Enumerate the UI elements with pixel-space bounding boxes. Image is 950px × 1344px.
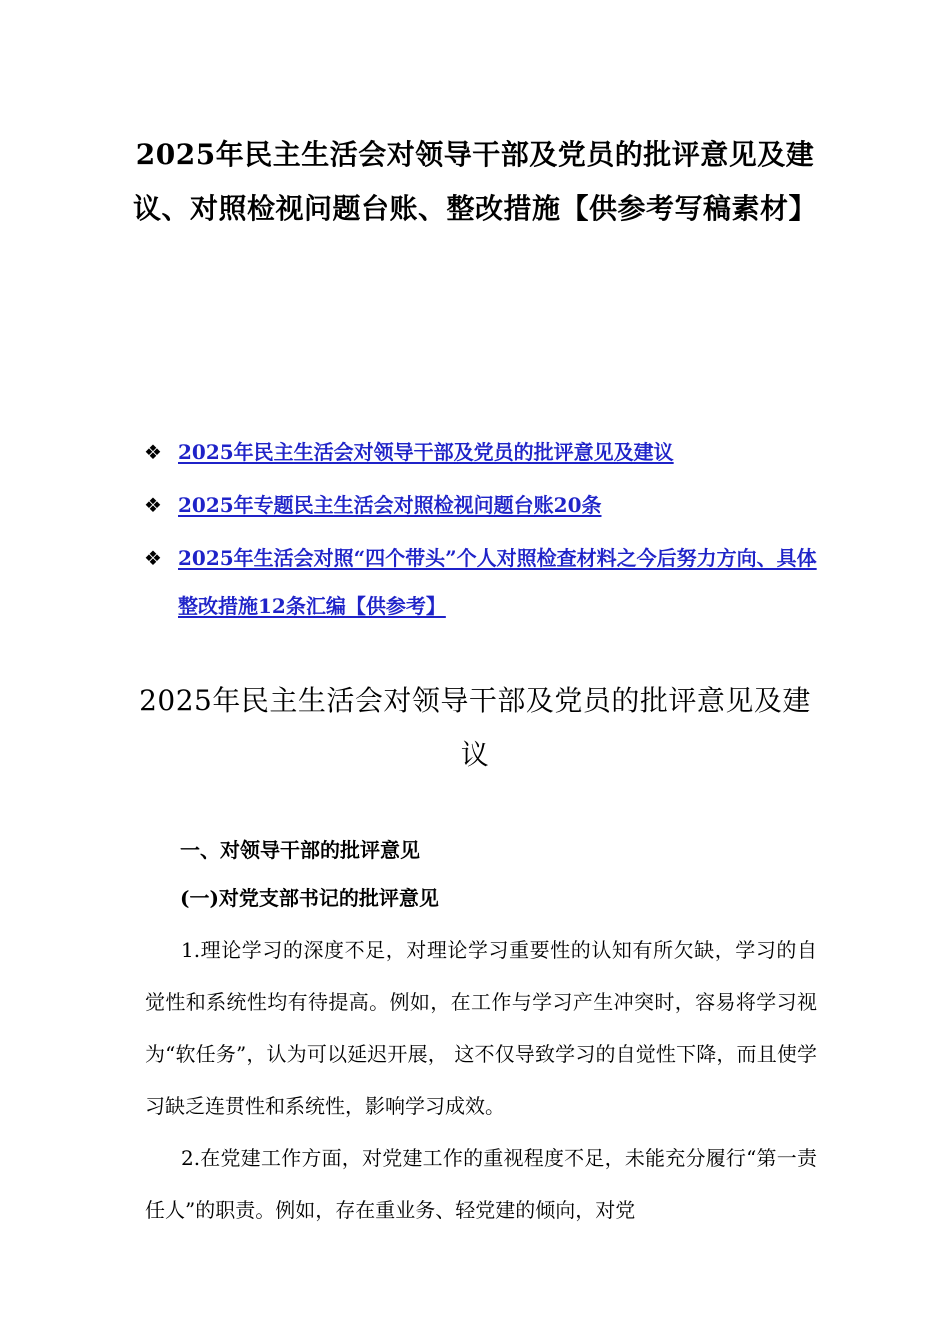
toc-link-problem-ledger[interactable]: 2025年专题民主生活会对照检视问题台账20条 xyxy=(178,493,602,517)
diamond-bullet-icon: ❖ xyxy=(144,546,162,570)
diamond-bullet-icon: ❖ xyxy=(144,493,162,517)
toc-item xyxy=(142,534,822,630)
diamond-bullet-icon: ❖ xyxy=(144,440,162,464)
body-paragraph: 1.理论学习的深度不足，对理论学习重要性的认知有所欠缺，学习的自觉性和系统性均有待提高。例如，在工作与学习产生冲突时，容易将学习视为“软任务”，认为可以延迟开展， 这不仅导致学习的自觉性下降，而且使学习缺乏连贯性和系统性，影响学习成效。 xyxy=(145,938,817,1118)
body-paragraph: 2.在党建工作方面，对党建工作的重视程度不足，未能充分履行“第一责任人”的职责。例如，存在重业务、轻党建的倾向，对党 xyxy=(145,1146,817,1222)
toc-item xyxy=(142,481,822,529)
section-title: 2025年民主生活会对领导干部及党员的批评意见及建议 xyxy=(139,684,811,771)
heading-level-1: 一、对领导干部的批评意见 xyxy=(180,838,420,862)
toc-item xyxy=(142,428,822,476)
toc-link-criticism-suggestions[interactable]: 2025年民主生活会对领导干部及党员的批评意见及建议 xyxy=(178,440,674,464)
heading-level-2: (一)对党支部书记的批评意见 xyxy=(180,886,439,910)
table-of-contents xyxy=(142,428,822,635)
toc-link-rectification-measures[interactable]: 2025年生活会对照“四个带头”个人对照检查材料之今后努力方向、具体整改措施12条汇编【供参考】 xyxy=(178,546,817,618)
document-title: 2025年民主生活会对领导干部及党员的批评意见及建议、对照检视问题台账、整改措施【供参考写稿素材】 xyxy=(132,138,817,225)
